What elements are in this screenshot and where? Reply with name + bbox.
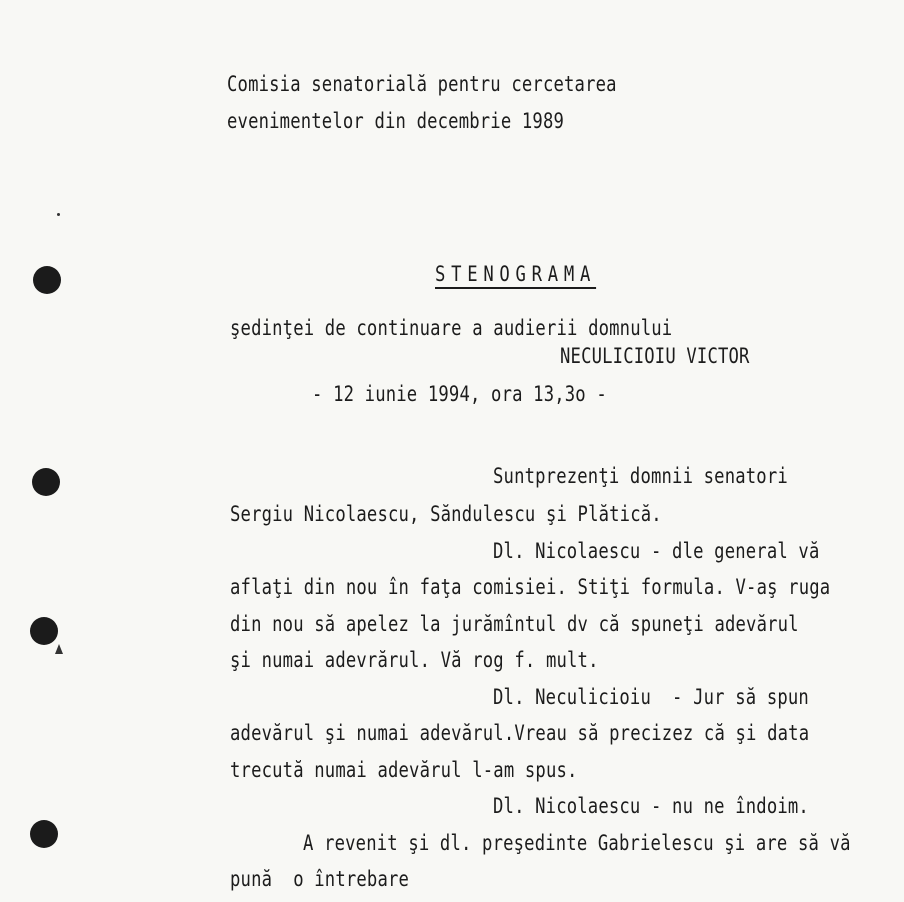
body-line: pună o întrebare	[230, 867, 410, 891]
header-line-1: Comisia senatorială pentru cercetarea	[227, 72, 617, 96]
body-line: A revenit şi dl. preşedinte Gabrielescu şi are să vă	[303, 831, 851, 855]
punch-hole-3	[30, 617, 58, 645]
body-line: trecută numai adevărul l-am spus.	[230, 758, 578, 782]
subtitle-name: NECULICIOIU VICTOR	[560, 344, 750, 368]
body-line: Dl. Neculicioiu - Jur să spun	[493, 685, 809, 709]
date-line: - 12 iunie 1994, ora 13,3o -	[312, 382, 607, 406]
subtitle-line-1: şedinţei de continuare a audierii domnului	[230, 316, 673, 340]
body-line: Suntprezenţi domnii senatori	[493, 464, 788, 488]
body-line: adevărul şi numai adevărul.Vreau să precizez că şi data	[230, 721, 810, 745]
body-line: Dl. Nicolaescu - nu ne îndoim.	[493, 794, 809, 818]
punch-hole-2	[32, 468, 60, 496]
body-line: aflaţi din nou în faţa comisiei. Stiţi formula. V-aş ruga	[230, 575, 831, 599]
body-line: şi numai adevrărul. Vă rog f. mult.	[230, 648, 599, 672]
punch-hole-4	[30, 820, 58, 848]
scan-mark	[55, 644, 63, 654]
header-line-2: evenimentelor din decembrie 1989	[227, 109, 565, 133]
body-line: Sergiu Nicolaescu, Săndulescu şi Plătică.	[230, 502, 662, 526]
body-line: Dl. Nicolaescu - dle general vă	[493, 539, 820, 563]
document-title: STENOGRAMA	[435, 262, 597, 286]
punch-hole-1	[33, 266, 61, 294]
body-line: din nou să apelez la jurămîntul dv că spuneţi adevărul	[230, 612, 799, 636]
scan-speck	[57, 213, 60, 216]
